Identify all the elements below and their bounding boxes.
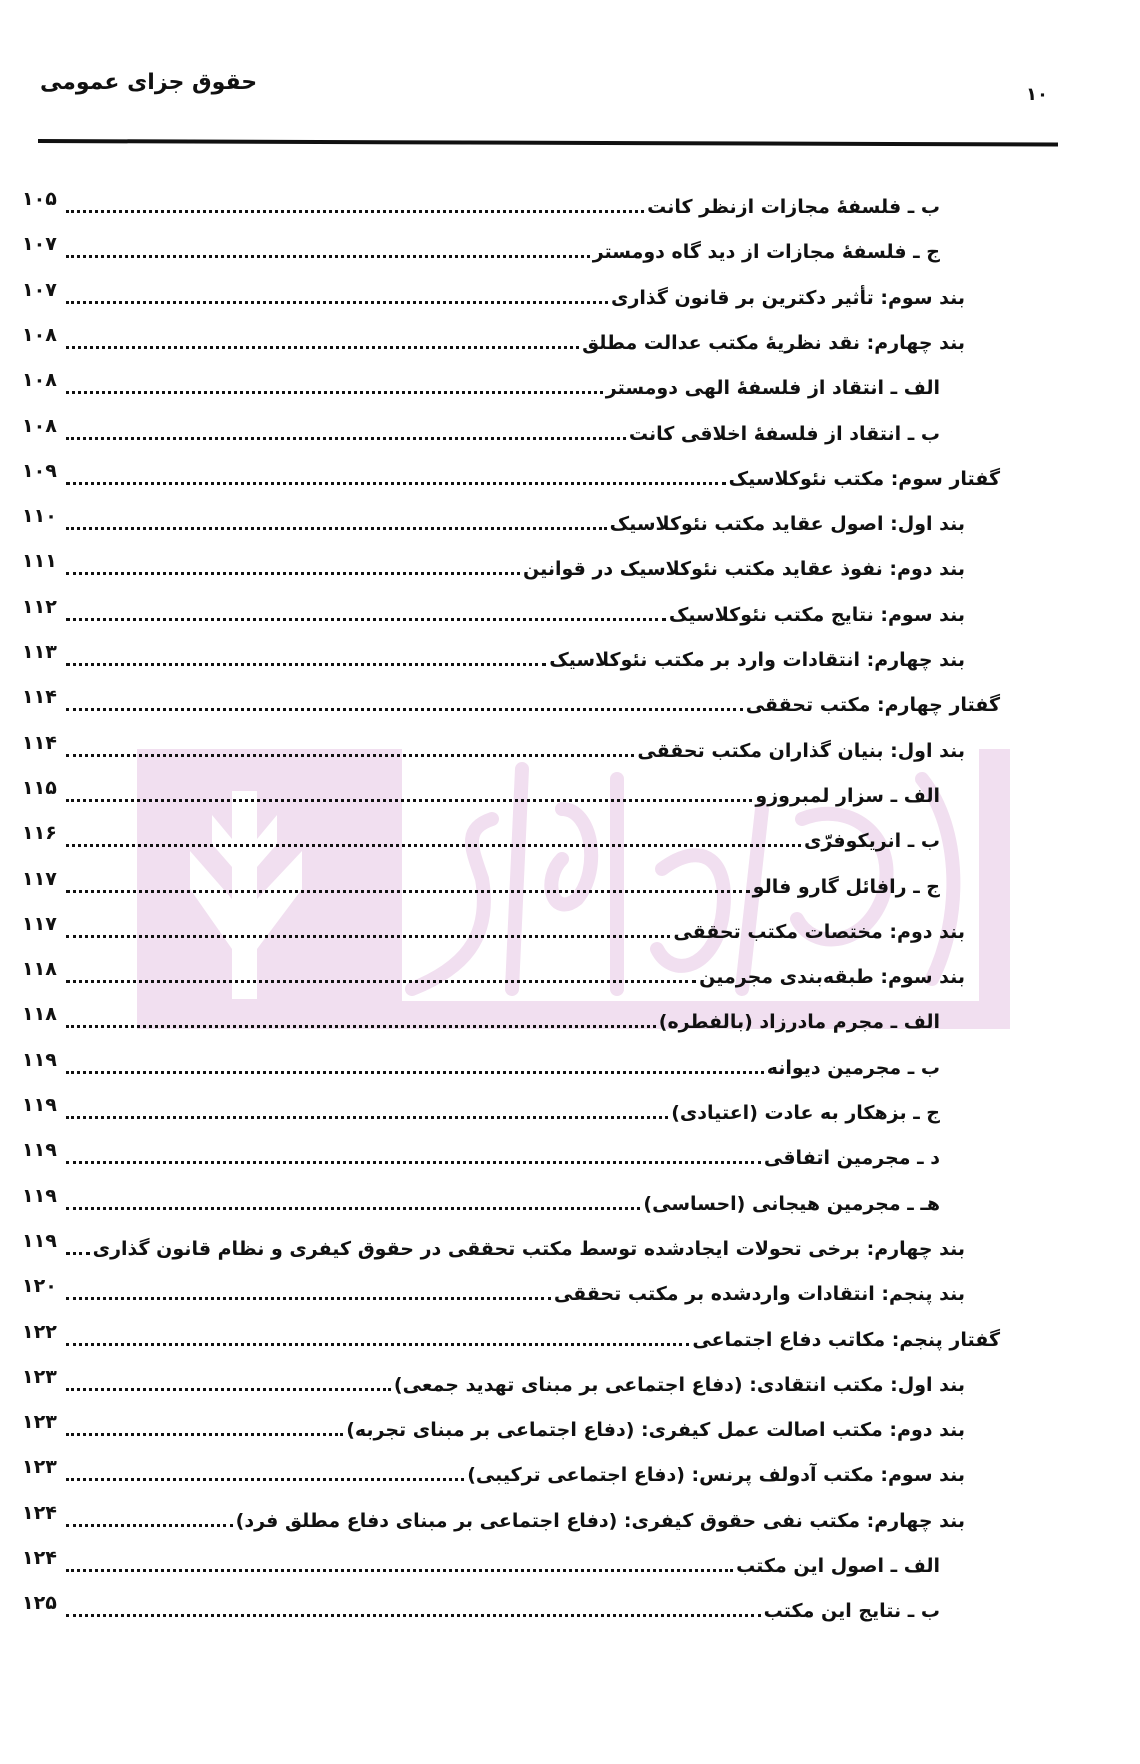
toc-entry-line [66,596,965,638]
toc-entry[interactable] [0,1094,1140,1136]
dot-leader [66,1411,343,1436]
toc-page-number: ۱۱۸ [22,958,57,981]
toc-entry[interactable] [0,1049,1140,1091]
dot-leader [66,1139,761,1164]
toc-entry[interactable] [0,686,1140,728]
dot-leader [66,1049,764,1074]
toc-entry-line [66,1139,940,1181]
toc-entry-line [66,1547,940,1589]
toc-entry-title: ب ـ انتقاد از فلسفهٔ اخلاقی کانت [628,422,940,445]
toc-entry-line [66,913,965,955]
toc-entry-title: گفتار پنجم: مکاتب دفاع اجتماعی [692,1328,1000,1351]
toc-entry-line [66,233,940,275]
toc-entry-line [66,732,965,774]
dot-leader [66,550,520,575]
toc-entry[interactable] [0,913,1140,955]
toc-entry-title: بند دوم: نفوذ عقاید مکتب نئوکلاسیک در قوانین [522,558,965,581]
toc-entry-title: ج ـ رافائل گارو فالو [752,875,940,898]
toc-entry-line [66,1003,940,1045]
toc-page-number: ۱۲۵ [22,1592,57,1615]
toc-entry-line [66,505,965,547]
toc-page-number: ۱۱۹ [22,1139,57,1162]
toc-page-number: ۱۲۰ [22,1275,57,1298]
toc-entry[interactable] [0,233,1140,275]
dot-leader [66,1094,668,1119]
toc-entry-line [66,1185,940,1227]
toc-entry[interactable] [0,1003,1140,1045]
toc-entry[interactable] [0,1321,1140,1363]
toc-entry[interactable] [0,1185,1140,1227]
toc-entry-title: ب ـ انریکوفرّی [803,830,940,853]
dot-leader [66,505,607,530]
dot-leader [66,822,801,847]
toc-entry-line [66,415,940,457]
toc-page-number: ۱۱۸ [22,1003,57,1026]
toc-entry-line [66,868,940,910]
toc-entry[interactable] [0,1547,1140,1589]
dot-leader [66,1185,640,1210]
toc-page-number: ۱۱۷ [22,912,57,935]
toc-entry-line [66,460,1000,502]
toc-entry-line [66,686,1000,728]
dot-leader [66,233,590,258]
toc-entry-line [66,1275,965,1317]
dot-leader [66,913,670,938]
toc-entry-title: الف ـ مجرم مادرزاد (بالفطره) [658,1011,940,1034]
toc-entry-title: بند اول: بنیان گذاران مکتب تحققی [637,739,965,762]
toc-entry-line [66,1230,965,1272]
dot-leader [66,188,644,213]
book-title: حقوق جزای عمومی [40,70,258,95]
toc-page-number: ۱۱۹ [22,1048,57,1071]
toc-entry-line [66,1592,940,1634]
toc-page-number: ۱۱۵ [22,776,57,799]
dot-leader [66,1592,761,1617]
dot-leader [66,868,750,893]
toc-page-number: ۱۰۷ [22,278,57,301]
toc-entry-title: بند اول: اصول عقاید مکتب نئوکلاسیک [609,513,965,536]
toc-entry-title: الف ـ انتقاد از فلسفهٔ الهی دومستر [605,377,940,400]
toc-entry-line [66,1094,940,1136]
toc-page-number: ۱۰۸ [22,414,57,437]
toc-entry-title: بند چهارم: مکتب نفی حقوق کیفری: (دفاع اجتماعی بر مبنای دفاع مطلق فرد) [235,1509,965,1532]
toc-page-number: ۱۰۸ [22,369,57,392]
toc-page-number: ۱۱۴ [22,731,57,754]
running-header [40,70,1058,110]
toc-entry[interactable] [0,777,1140,819]
toc-entry-line [66,1049,940,1091]
toc-page-number: ۱۲۳ [22,1411,57,1434]
toc-entry[interactable] [0,1275,1140,1317]
page-number: ۱۰ [1026,84,1048,105]
toc-entry[interactable] [0,1230,1140,1272]
toc-entry-title: گفتار چهارم: مکتب تحققی [745,694,1000,717]
dot-leader [66,369,603,394]
toc-entry[interactable] [0,1411,1140,1453]
header-divider [38,139,1058,147]
toc-page-number: ۱۱۹ [22,1094,57,1116]
toc-entry-title: گفتار سوم: مکتب نئوکلاسیک [728,467,1000,490]
toc-entry[interactable] [0,550,1140,592]
toc-entry-title: بند چهارم: نقد نظریهٔ مکتب عدالت مطلق [582,331,965,354]
toc-entry-title: ج ـ فلسفهٔ مجازات از دید گاه دومستر [592,241,940,264]
toc-entry-title: ج ـ بزهکار به عادت (اعتیادی) [671,1102,940,1124]
toc-page-number: ۱۱۴ [22,686,57,709]
toc-entry-title: بند اول: مکتب انتقادی: (دفاع اجتماعی بر مبنای تهدید جمعی) [393,1373,965,1396]
toc-entry[interactable] [0,822,1140,864]
dot-leader [66,1321,689,1346]
dot-leader [66,958,696,983]
toc-entry-line [66,777,940,819]
toc-entry-title: بند چهارم: برخی تحولات ایجادشده توسط مکتب تحققی در حقوق کیفری و نظام قانون گذاری [92,1237,965,1260]
toc-page-number: ۱۲۳ [22,1365,57,1388]
dot-leader [66,1366,391,1391]
toc-entry-title: بند سوم: طبقه‌بندی مجرمین [699,966,965,989]
toc-page-number: ۱۱۳ [22,641,57,663]
toc-page-number: ۱۱۶ [22,822,57,845]
toc-entry[interactable] [0,1502,1140,1544]
dot-leader [66,324,579,349]
toc-entry[interactable] [0,596,1140,638]
toc-entry[interactable] [0,1366,1140,1408]
dot-leader [66,1502,233,1527]
toc-entry-line [66,550,965,592]
toc-entry-title: بند چهارم: انتقادات وارد بر مکتب نئوکلاسیک [549,649,965,671]
toc-page-number: ۱۰۵ [22,188,57,210]
toc-page-number: ۱۱۹ [22,1229,57,1252]
toc-entry[interactable] [0,868,1140,910]
toc-entry-line [66,641,965,683]
toc-entry-title: د ـ مجرمین اتفاقی [763,1147,940,1170]
toc-entry-line [66,279,965,321]
toc-entry-title: ب ـ مجرمین دیوانه [766,1056,940,1079]
toc-entry[interactable] [0,641,1140,683]
toc-entry[interactable] [0,505,1140,547]
toc-entry-title: ب ـ فلسفهٔ مجازات ازنظر کانت [647,196,940,218]
toc-page-number: ۱۱۱ [22,550,57,573]
toc-entry[interactable] [0,732,1140,774]
toc-entry-title: بند دوم: مختصات مکتب تحققی [673,920,965,943]
toc-entry-title: بند پنجم: انتقادات واردشده بر مکتب تحققی [553,1283,965,1306]
toc-entry[interactable] [0,324,1140,366]
toc-page-number: ۱۰۷ [22,233,57,256]
dot-leader [66,1275,551,1300]
dot-leader [66,777,752,802]
toc-entry-line [66,1366,965,1408]
toc-entry[interactable] [0,1139,1140,1181]
dot-leader [66,641,546,666]
toc-entry[interactable] [0,415,1140,457]
toc-entry-title: بند سوم: تأثیر دکترین بر قانون گذاری [611,286,965,309]
toc-entry-line [66,1502,965,1544]
toc-page-number: ۱۰۸ [22,323,57,346]
dot-leader [66,596,666,621]
toc-entry[interactable] [0,1456,1140,1498]
toc-page-number: ۱۲۲ [22,1320,57,1343]
toc-entry-title: بند سوم: مکتب آدولف پرنس: (دفاع اجتماعی ترکیبی) [467,1464,965,1487]
toc-entry-line [66,369,940,411]
toc-entry-line [66,324,965,366]
toc-page-number: ۱۱۹ [22,1184,57,1207]
dot-leader [66,1456,464,1481]
toc-page-number: ۱۱۷ [22,867,57,890]
toc-entry-line [66,188,940,230]
toc-page-number: ۱۰۹ [22,459,57,482]
toc-entry-line [66,1411,965,1453]
toc-entry-title: هـ ـ مجرمین هیجانی (احساسی) [643,1192,940,1215]
toc-page-number: ۱۱۰ [22,505,57,528]
dot-leader [66,415,626,440]
toc-entry-line [66,1456,965,1498]
toc-entry[interactable] [0,958,1140,1000]
toc-entry-title: بند سوم: نتایج مکتب نئوکلاسیک [668,603,965,626]
toc-entry-title: الف ـ اصول این مکتب [736,1555,940,1577]
dot-leader [66,1547,733,1572]
dot-leader [66,279,608,304]
toc-entry-line [66,822,940,864]
toc-entry[interactable] [0,188,1140,230]
toc-entry-title: بند دوم: مکتب اصالت عمل کیفری: (دفاع اجتماعی بر مبنای تجربه) [346,1419,965,1442]
toc-entry-title: الف ـ سزار لمبروزو [755,784,940,807]
toc-entry[interactable] [0,1592,1140,1634]
dot-leader [66,1230,90,1255]
dot-leader [66,732,634,757]
dot-leader [66,1003,656,1028]
toc-page-number: ۱۱۲ [22,595,57,618]
dot-leader [66,460,726,485]
toc-entry-line [66,958,965,1000]
toc-entry[interactable] [0,460,1140,502]
toc-entry[interactable] [0,279,1140,321]
toc-page-number: ۱۲۳ [22,1456,57,1479]
toc-entry-title: ب ـ نتایج این مکتب [763,1600,940,1623]
toc-page-number: ۱۲۴ [22,1501,57,1524]
toc-entry-line [66,1321,1000,1363]
dot-leader [66,686,743,711]
toc-page-number: ۱۲۴ [22,1547,57,1569]
toc-entry[interactable] [0,369,1140,411]
